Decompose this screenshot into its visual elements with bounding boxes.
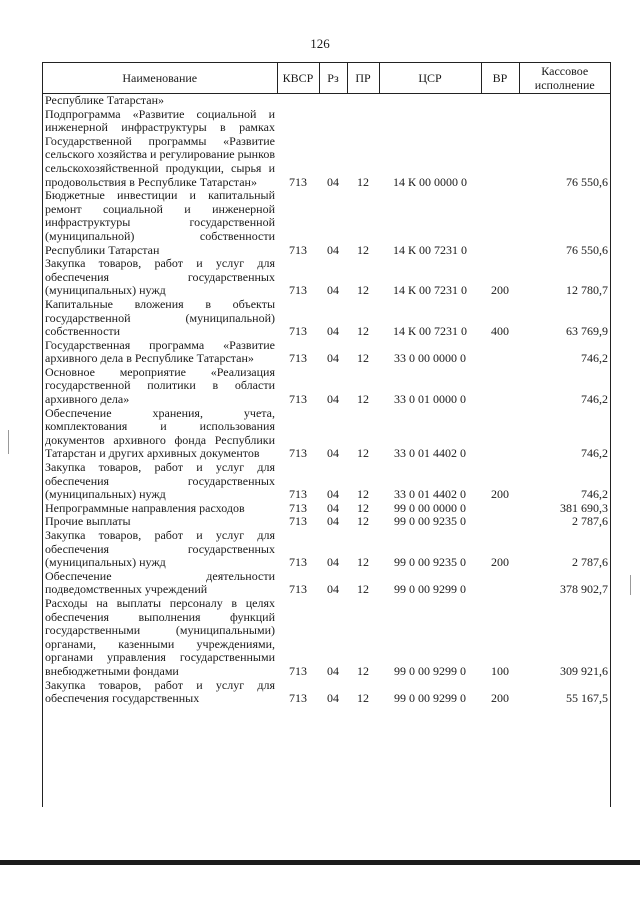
cell-pr: 12 — [357, 242, 369, 257]
cell-name: Обеспечение деятельности подведомственных учреждений — [45, 568, 275, 597]
scan-mark-left — [8, 430, 9, 454]
cell-kvsr: 713 — [289, 691, 307, 706]
table-row — [43, 461, 610, 502]
cell-kass: 12 780,7 — [566, 283, 608, 298]
cell-vr: 400 — [491, 324, 509, 339]
cell-csr: 14 К 00 0000 0 — [392, 174, 467, 189]
cell-name: Подпрограмма «Развитие социальной и инженерной инфраструктуры в рамках Государственной программы «Развитие сельского хозяйства и регулирование рынков сельскохозяйственной продукции, сырья и продовольствия в Республике Татарстан» — [45, 106, 275, 189]
table-row — [43, 298, 610, 339]
cell-kvsr: 713 — [289, 663, 307, 678]
cell-kass: 381 690,3 — [560, 500, 608, 515]
cell-kvsr: 713 — [289, 242, 307, 257]
cell-vr — [481, 94, 519, 108]
cell-csr: 99 0 00 9235 0 — [394, 514, 466, 529]
cell-name: Основное мероприятие «Реализация государственной политики в области архивного дела» — [45, 364, 275, 407]
cell-kvsr: 713 — [289, 582, 307, 597]
cell-kass: 746,2 — [581, 487, 608, 502]
cell-vr — [481, 515, 519, 529]
page-number: 126 — [310, 36, 330, 51]
cell-csr: 33 0 00 0000 0 — [394, 351, 466, 366]
cell-pr: 12 — [357, 174, 369, 189]
cell-csr: 14 К 00 7231 0 — [392, 324, 467, 339]
cell-name: Обеспечение хранения, учета, комплектования и использования документов архивного фонда Республики Татарстан и других архивных документов — [45, 405, 275, 461]
table-row — [43, 679, 610, 706]
cell-name: Прочие выплаты — [45, 514, 131, 529]
cell-kvsr: 713 — [289, 446, 307, 461]
cell-vr — [481, 570, 519, 597]
cell-rz: 04 — [327, 555, 339, 570]
cell-csr: 99 0 00 9299 0 — [394, 582, 466, 597]
cell-kvsr: 713 — [289, 392, 307, 407]
cell-vr — [481, 189, 519, 257]
cell-rz: 04 — [327, 500, 339, 515]
cell-name: Капитальные вложения в объекты государственной (муниципальной) собственности — [45, 296, 275, 339]
cell-rz: 04 — [327, 283, 339, 298]
cell-kass: 76 550,6 — [566, 174, 608, 189]
cell-pr: 12 — [357, 555, 369, 570]
cell-pr: 12 — [357, 392, 369, 407]
table-row — [43, 597, 610, 679]
cell-rz — [319, 94, 347, 108]
cell-csr: 99 0 00 9235 0 — [394, 555, 466, 570]
scan-mark-right — [630, 575, 631, 595]
header-csr: ЦСР — [379, 63, 481, 94]
cell-vr — [481, 108, 519, 190]
cell-rz: 04 — [327, 242, 339, 257]
cell-kvsr: 713 — [289, 351, 307, 366]
header-vr: ВР — [481, 63, 519, 94]
cell-csr: 99 0 00 0000 0 — [394, 500, 466, 515]
cell-name: Закупка товаров, работ и услуг для обеспечения государственных (муниципальных) нужд — [45, 256, 275, 298]
cell-rz: 04 — [327, 514, 339, 529]
cell-vr — [481, 407, 519, 461]
cell-rz: 04 — [327, 663, 339, 678]
cell-rz: 04 — [327, 691, 339, 706]
table-row — [43, 189, 610, 257]
cell-kass: 63 769,9 — [566, 324, 608, 339]
cell-pr: 12 — [357, 324, 369, 339]
cell-rz: 04 — [327, 392, 339, 407]
cell-csr: 14 К 00 7231 0 — [392, 242, 467, 257]
cell-vr — [481, 502, 519, 516]
cell-pr: 12 — [357, 500, 369, 515]
cell-name: Закупка товаров, работ и услуг для обеспечения государственных (муниципальных) нужд — [45, 460, 275, 502]
cell-csr — [379, 94, 481, 108]
cell-kvsr — [277, 94, 319, 108]
cell-pr: 12 — [357, 446, 369, 461]
cell-kass: 746,2 — [581, 392, 608, 407]
cell-pr: 12 — [357, 691, 369, 706]
cell-kvsr: 713 — [289, 283, 307, 298]
cell-vr — [481, 366, 519, 407]
cell-csr: 33 0 01 4402 0 — [394, 446, 466, 461]
cell-kvsr: 713 — [289, 324, 307, 339]
table-row — [43, 407, 610, 461]
table-row — [43, 257, 610, 298]
cell-name: Расходы на выплаты персоналу в целях обеспечения выполнения функций государственными (муниципальными) органами, казенными учреждениями, органами управления государственными внебюджетными фондами — [45, 595, 275, 678]
cell-vr: 200 — [491, 691, 509, 706]
header-row — [43, 63, 610, 94]
table-row — [43, 502, 610, 516]
table-row — [43, 515, 610, 529]
cell-name: Бюджетные инвестиции и капитальный ремонт социальной и инженерной инфраструктуры государственной (муниципальной) собственности Республики Татарстан — [45, 188, 275, 257]
cell-rz: 04 — [327, 446, 339, 461]
cell-kvsr: 713 — [289, 500, 307, 515]
cell-kvsr: 713 — [289, 555, 307, 570]
cell-kass: 2 787,6 — [572, 514, 608, 529]
cell-csr: 33 0 01 0000 0 — [394, 392, 466, 407]
cell-name: Закупка товаров, работ и услуг для обеспечения государственных — [45, 677, 275, 706]
budget-table — [43, 62, 610, 706]
cell-kass: 309 921,6 — [560, 663, 608, 678]
cell-csr: 99 0 00 9299 0 — [394, 663, 466, 678]
cell-vr: 100 — [491, 663, 509, 678]
cell-kass: 55 167,5 — [566, 691, 608, 706]
cell-rz: 04 — [327, 324, 339, 339]
cell-vr: 200 — [491, 283, 509, 298]
cell-csr: 33 0 01 4402 0 — [394, 487, 466, 502]
header-kass: Кассовое исполнение — [519, 63, 610, 94]
cell-kass: 746,2 — [581, 446, 608, 461]
table-row — [43, 108, 610, 190]
cell-kass: 2 787,6 — [572, 555, 608, 570]
cell-vr — [481, 339, 519, 366]
cell-pr: 12 — [357, 351, 369, 366]
cell-kass: 76 550,6 — [566, 242, 608, 257]
cell-vr: 200 — [491, 555, 509, 570]
cell-kass — [519, 94, 610, 108]
cell-csr: 14 К 00 7231 0 — [392, 283, 467, 298]
header-rz: Рз — [319, 63, 347, 94]
cell-name: Республике Татарстан» — [45, 93, 165, 107]
cell-pr: 12 — [357, 582, 369, 597]
cell-rz: 04 — [327, 582, 339, 597]
cell-kvsr: 713 — [289, 174, 307, 189]
cell-pr: 12 — [357, 514, 369, 529]
cell-kass: 378 902,7 — [560, 582, 608, 597]
cell-pr: 12 — [357, 663, 369, 678]
table-row — [43, 570, 610, 597]
cell-rz: 04 — [327, 487, 339, 502]
table-row — [43, 529, 610, 570]
cell-name: Непрограммные направления расходов — [45, 500, 245, 515]
header-pr: ПР — [347, 63, 379, 94]
cell-pr — [347, 94, 379, 108]
table-row — [43, 339, 610, 366]
header-name: Наименование — [43, 63, 277, 94]
cell-rz: 04 — [327, 351, 339, 366]
bottom-rule — [0, 860, 640, 865]
budget-sheet — [42, 62, 611, 807]
cell-pr: 12 — [357, 283, 369, 298]
cell-name: Государственная программа «Развитие архивного дела в Республике Татарстан» — [45, 337, 275, 366]
cell-pr: 12 — [357, 487, 369, 502]
cell-vr: 200 — [491, 487, 509, 502]
table-row — [43, 366, 610, 407]
cell-kass: 746,2 — [581, 351, 608, 366]
header-kvsr: КВСР — [277, 63, 319, 94]
cell-rz: 04 — [327, 174, 339, 189]
cell-csr: 99 0 00 9299 0 — [394, 691, 466, 706]
cell-name: Закупка товаров, работ и услуг для обеспечения государственных (муниципальных) нужд — [45, 528, 275, 570]
table-row — [43, 94, 610, 108]
cell-kvsr: 713 — [289, 487, 307, 502]
cell-kvsr: 713 — [289, 514, 307, 529]
